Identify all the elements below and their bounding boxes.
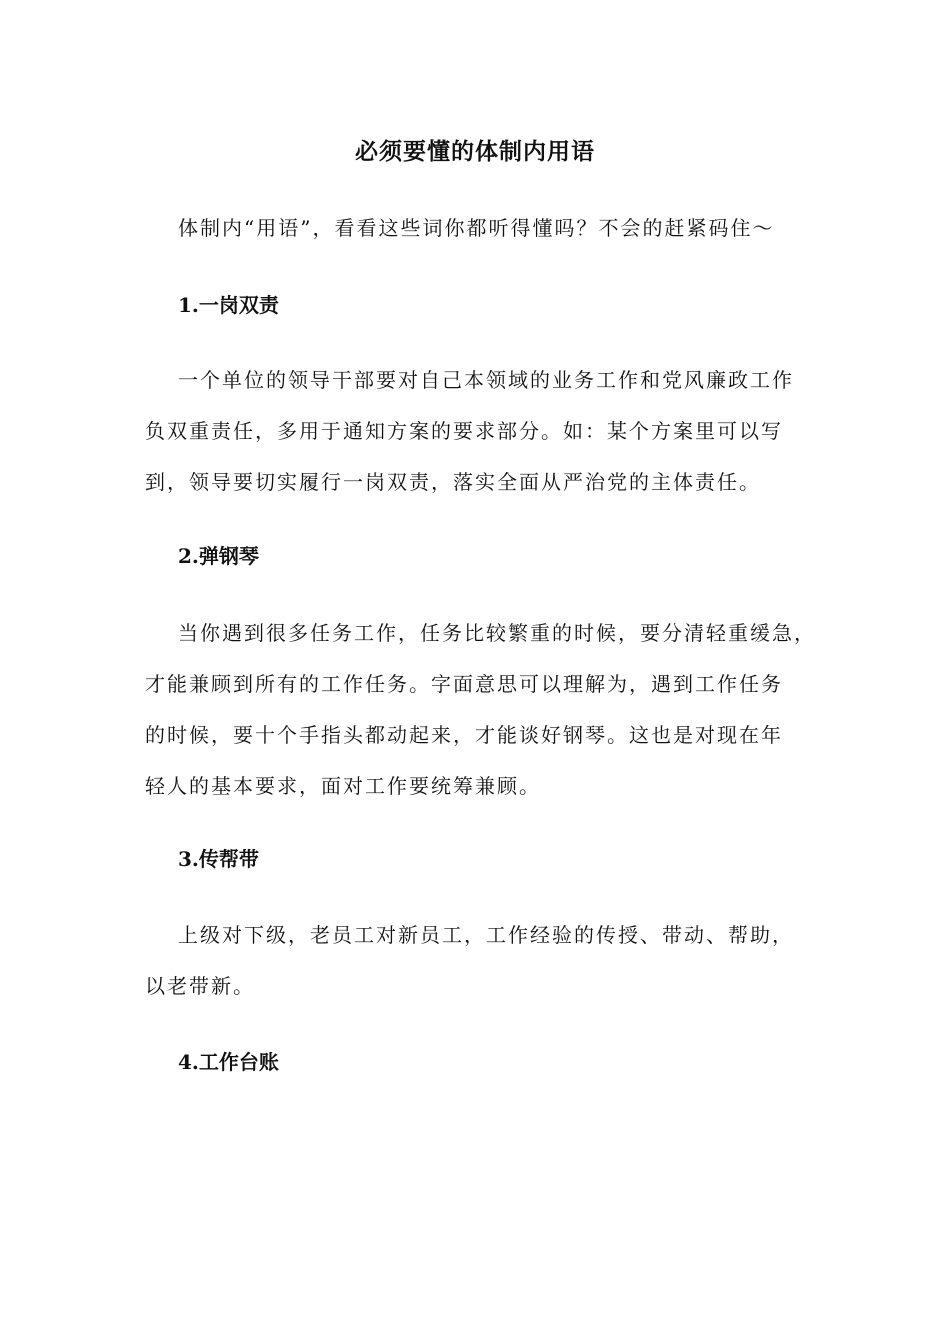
- body-line: 上级对下级，老员工对新员工，工作经验的传授、带动、帮助，: [178, 923, 794, 947]
- section-body-2: [145, 608, 825, 812]
- body-line: 负双重责任，多用于通知方案的要求部分。如：某个方案里可以写: [145, 419, 783, 443]
- section-heading-1: 1.一岗双责: [178, 293, 279, 317]
- body-line: 当你遇到很多任务工作，任务比较繁重的时候，要分清轻重缓急，: [178, 621, 816, 645]
- section-body-1: [145, 355, 825, 508]
- body-line: 的时候，要十个手指头都动起来，才能谈好钢琴。这也是对现在年: [145, 723, 783, 747]
- section-heading-2: 2.弹钢琴: [178, 544, 259, 568]
- document-title: 必须要懂的体制内用语: [355, 138, 595, 165]
- body-line: 一个单位的领导干部要对自己本领域的业务工作和党风廉政工作: [178, 368, 794, 392]
- body-line: 以老带新。: [145, 974, 255, 998]
- body-line: 到，领导要切实履行一岗双责，落实全面从严治党的主体责任。: [145, 470, 761, 494]
- section-heading-3: 3.传帮带: [178, 847, 259, 871]
- body-line: 轻人的基本要求，面对工作要统筹兼顾。: [145, 774, 541, 798]
- intro-paragraph: 体制内“用语”，看看这些词你都听得懂吗？不会的赶紧码住～: [178, 216, 775, 240]
- section-heading-4: 4.工作台账: [178, 1050, 279, 1074]
- body-line: 才能兼顾到所有的工作任务。字面意思可以理解为，遇到工作任务: [145, 672, 783, 696]
- section-body-3: [145, 910, 825, 1012]
